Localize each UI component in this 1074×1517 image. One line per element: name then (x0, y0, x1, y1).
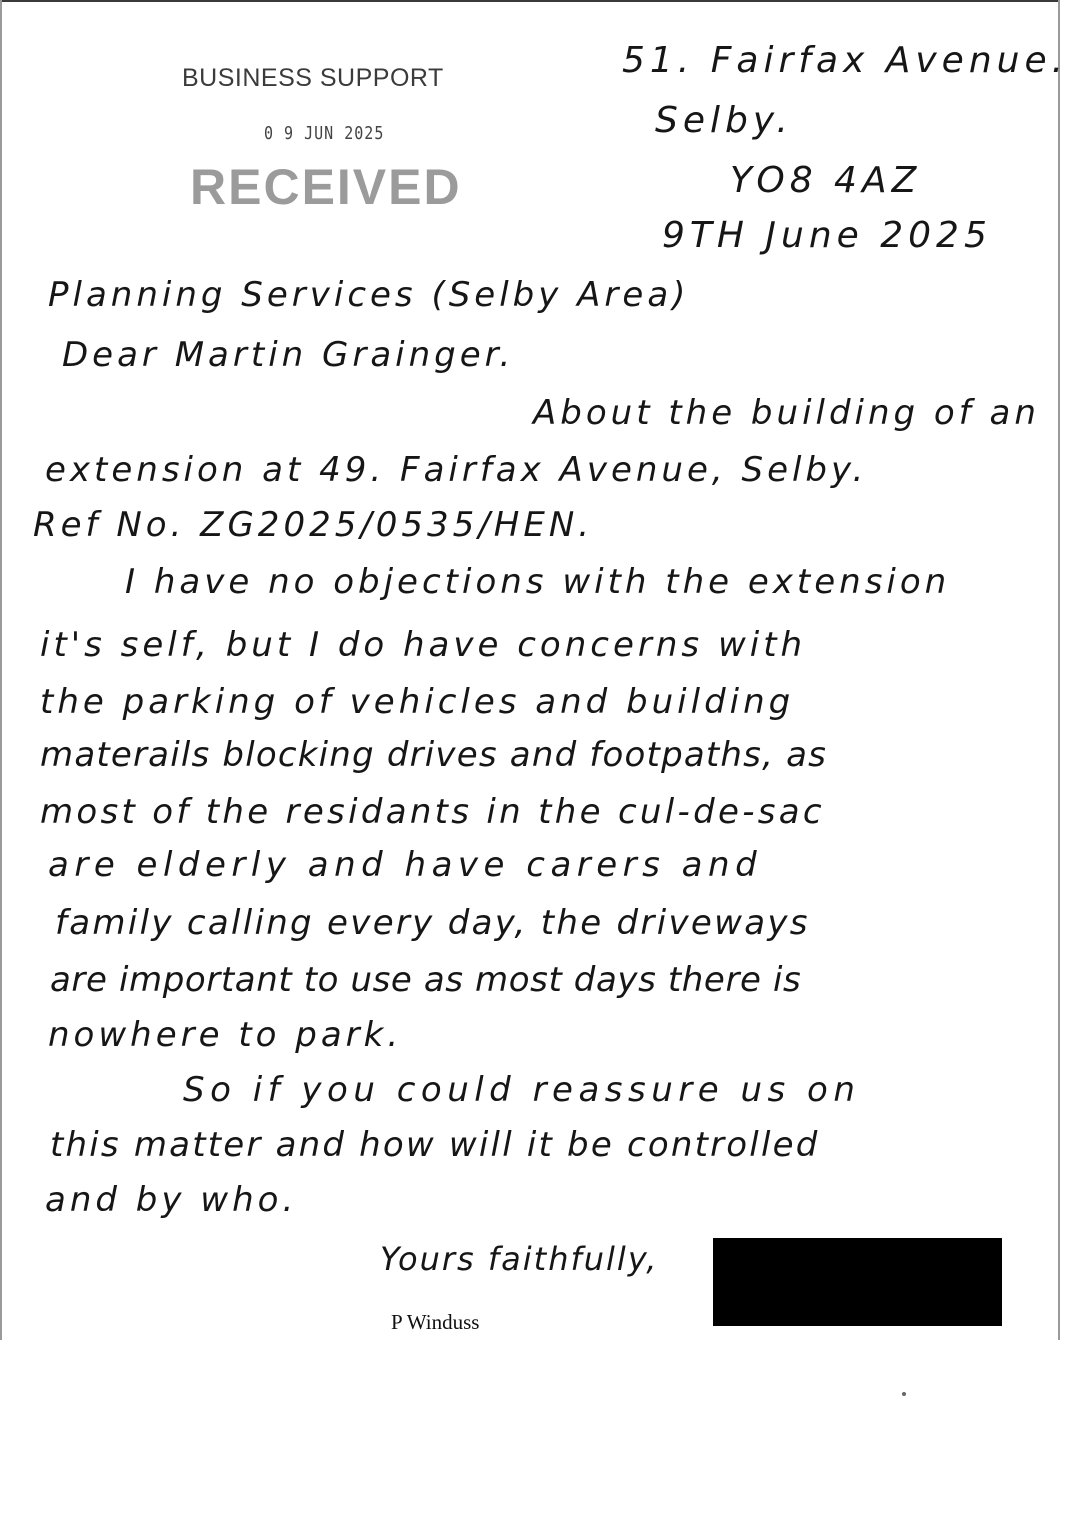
recipient-department: Planning Services (Selby Area) (48, 275, 690, 315)
body-line: I have no objections with the extension (125, 562, 951, 602)
body-line: the parking of vehicles and building (40, 682, 795, 722)
stamp-date: 0 9 JUN 2025 (264, 122, 385, 144)
signatory-name: P Winduss (391, 1310, 480, 1334)
reference-number: Ref No. ZG2025/0535/HEN. (33, 505, 594, 545)
scan-speck (902, 1392, 906, 1396)
body-line: family calling every day, the driveways (55, 903, 810, 943)
body-line: are important to use as most days there is (50, 960, 802, 1000)
closing: Yours faithfully, (380, 1240, 659, 1278)
address-line-2: Selby. (655, 100, 793, 141)
salutation: Dear Martin Grainger. (62, 335, 515, 375)
body-line: it's self, but I do have concerns with (40, 625, 807, 665)
subject-line-2: extension at 49. Fairfax Avenue, Selby. (45, 450, 868, 490)
stamp-status: RECEIVED (190, 159, 462, 215)
scan-edge-top (0, 0, 1060, 2)
body-line: are elderly and have carers and (48, 845, 763, 885)
address-postcode: YO8 4AZ (730, 160, 922, 201)
body-line: So if you could reassure us on (183, 1070, 861, 1110)
subject-line-1: About the building of an (533, 393, 1040, 433)
received-stamp (150, 60, 490, 220)
stamp-department: BUSINESS SUPPORT (182, 64, 444, 92)
scan-edge-left (0, 0, 2, 1340)
body-line: and by who. (45, 1180, 298, 1220)
body-line: nowhere to park. (48, 1015, 403, 1055)
letter-date: 9TH June 2025 (662, 215, 992, 256)
body-line: this matter and how will it be controlled (50, 1125, 820, 1165)
scan-edge-right (1058, 0, 1060, 1340)
redacted-signature (713, 1238, 1002, 1326)
address-line-1: 51. Fairfax Avenue. (622, 40, 1069, 81)
body-line: most of the residants in the cul-de-sac (40, 792, 825, 832)
body-line: materails blocking drives and footpaths, as (40, 735, 828, 775)
